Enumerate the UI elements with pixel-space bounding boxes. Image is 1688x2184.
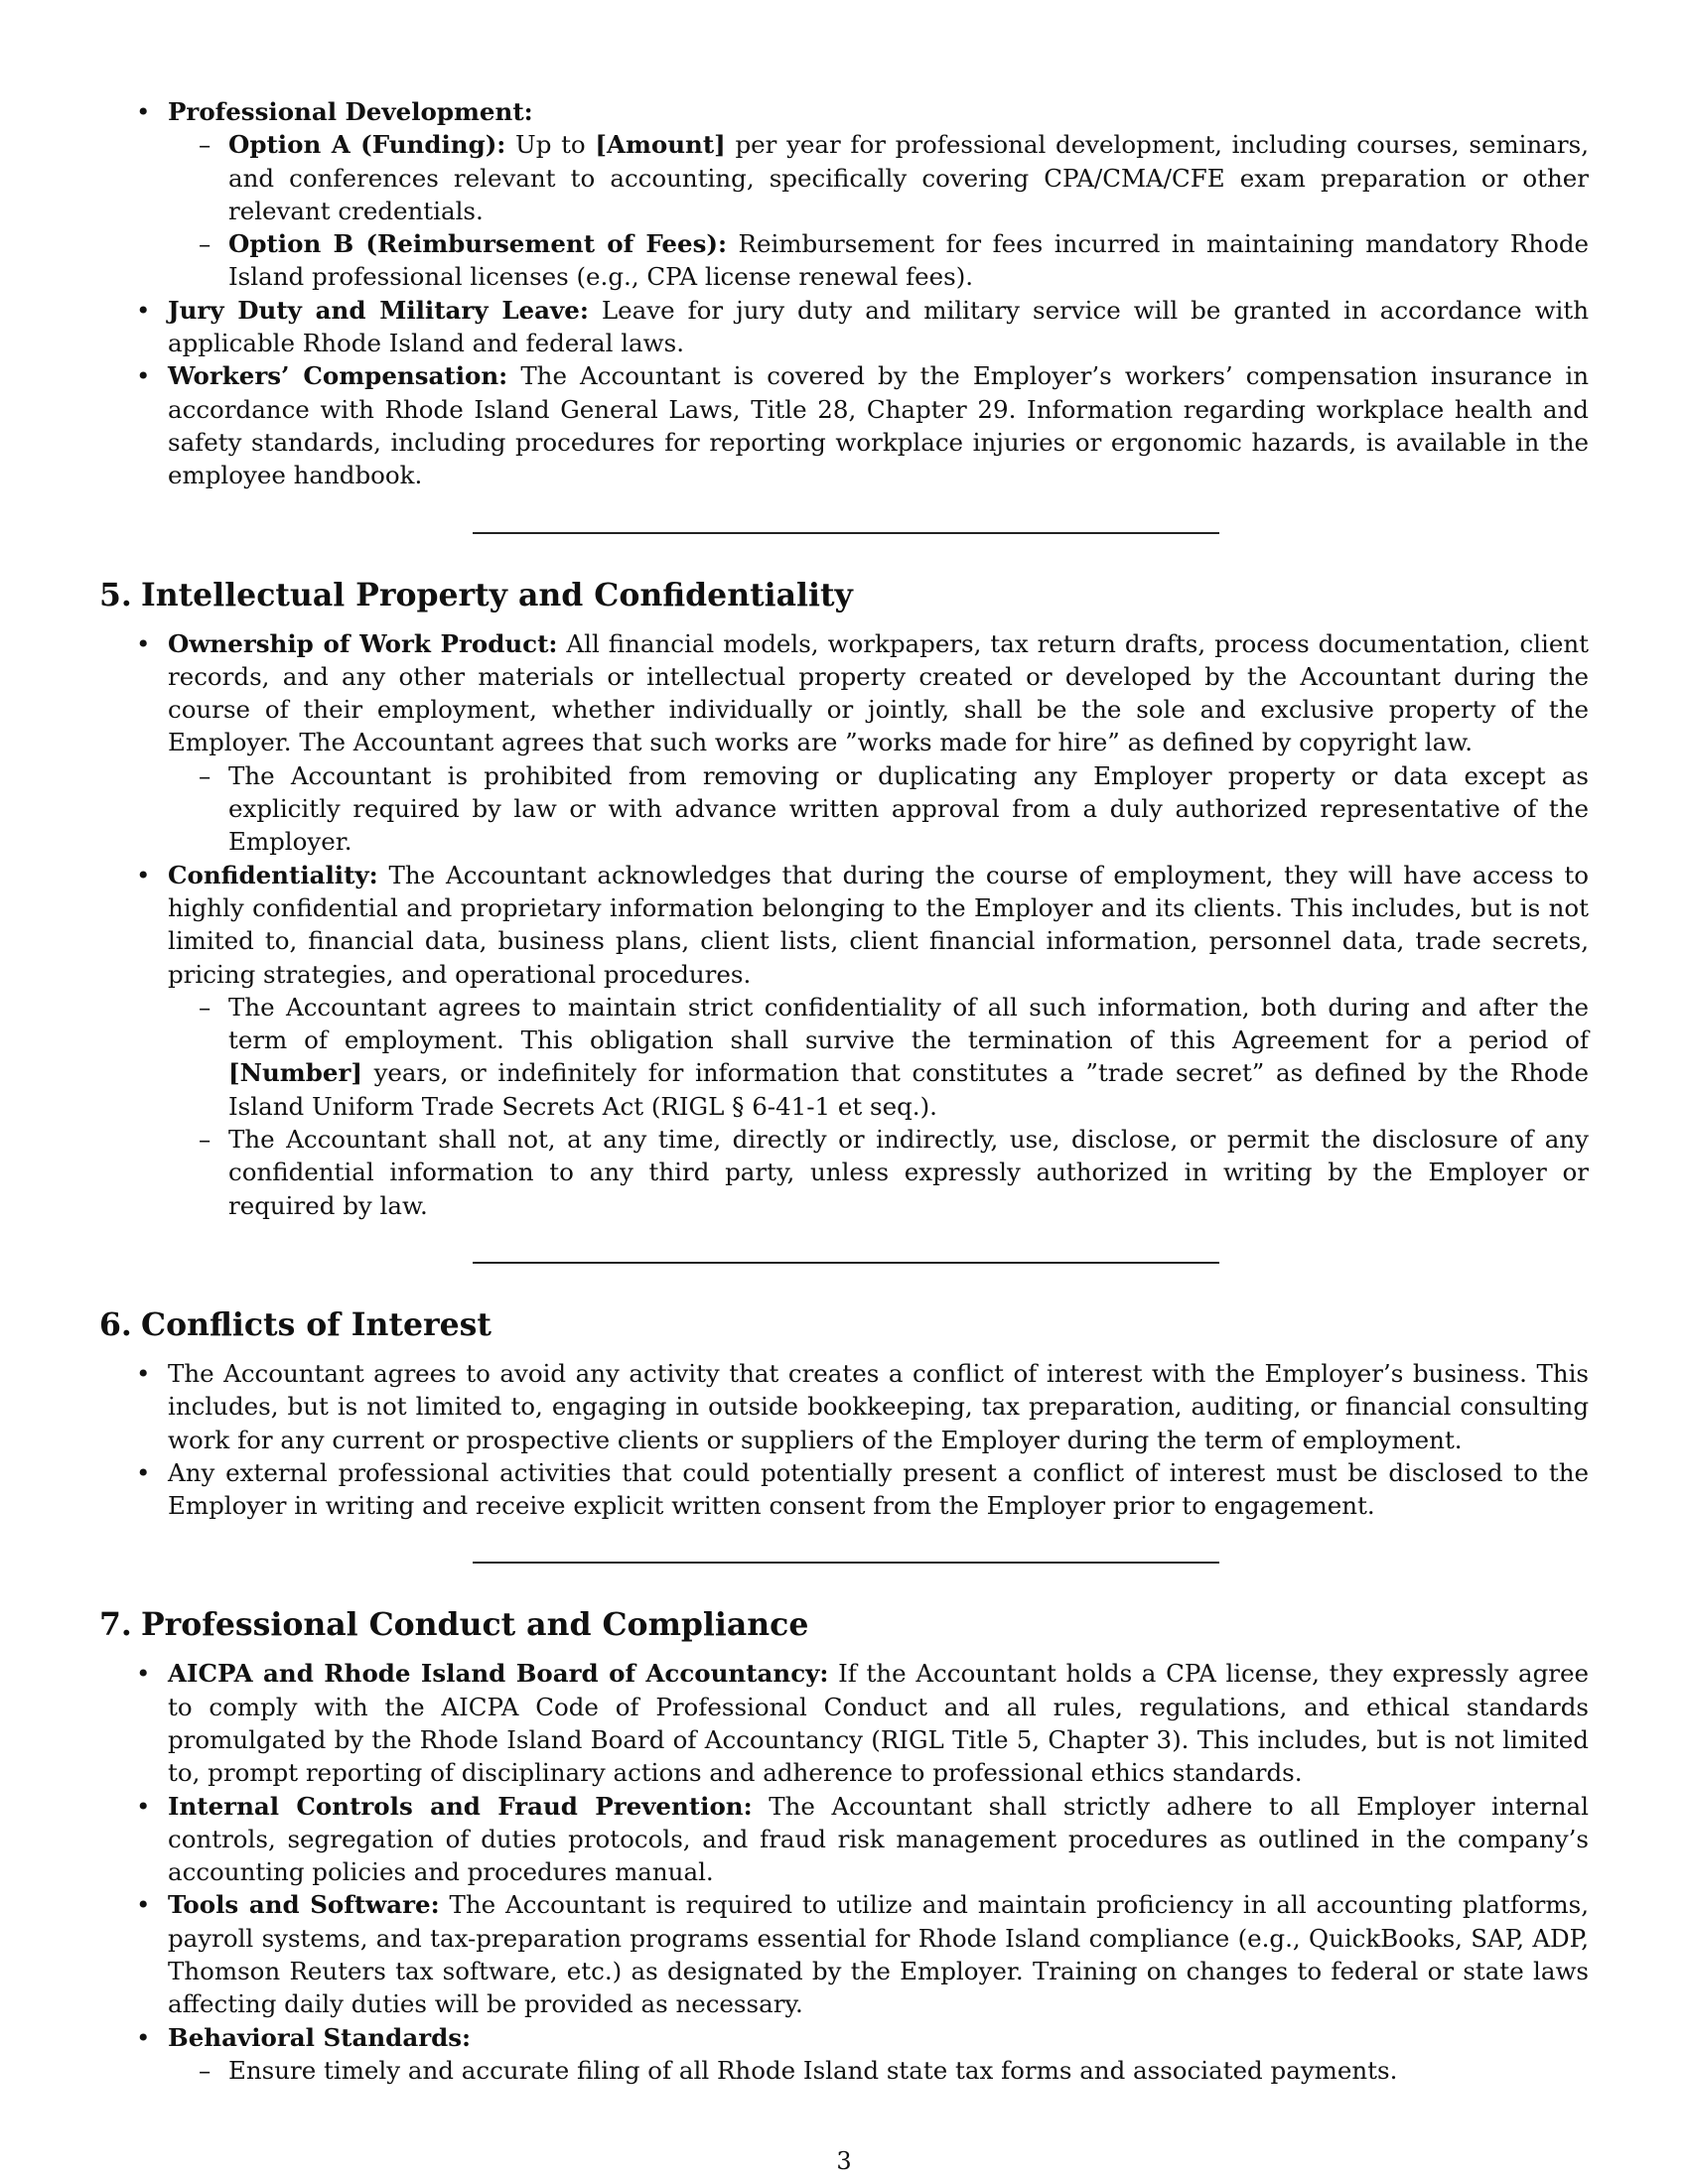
amount-placeholder: [Amount] [595, 130, 726, 160]
item-label: Internal Controls and Fraud Prevention: [168, 1791, 753, 1821]
sub-item: – Ensure timely and accurate filing of all Rhode Island state tax forms and associated payments. [168, 2054, 1589, 2087]
list-item-aicpa [99, 1657, 1589, 1789]
sub-item: – The Accountant is prohibited from removing or duplicating any Employer property or data except as explicitly required by law or with advance written approval from a duly authorized representative of the Employer. [168, 759, 1589, 859]
item-text: The Accountant is covered by the Employer’s workers’ compensation insurance in accordance with Rhode Island General Laws, Title 28, Chapter 29. Information regarding workplace health and safety standards, including procedures for reporting workplace injuries or ergonomic hazards, is available in the employee handbook. [168, 361, 1589, 490]
item-text: The Accountant shall strictly adhere to all Employer internal controls, segregation of duties protocols, and fraud risk management procedures as outlined in the company’s accounting policies and procedures manual. [168, 1791, 1590, 1887]
section-divider [473, 1562, 1219, 1564]
section-number: 6. [99, 1305, 132, 1343]
item-label: Option B (Reimbursement of Fees): [228, 229, 728, 259]
item-text: The Accountant acknowledges that during the course of employment, they will have access to highly confidential and proprietary information belonging to the Employer and its clients. This includes, but is not limited to, financial data, business plans, client lists, client financial information, personnel data, trade secrets, pricing strategies, and operational procedures. [168, 860, 1589, 989]
item-label: Professional Development: [168, 97, 533, 126]
list-item-jury-duty [99, 294, 1589, 360]
conduct-list [99, 1657, 1589, 2087]
item-text: The Accountant agrees to maintain strict confidentiality of all such information, both during and after the term of employment. This obligation shall survive the termination of this Agreement for a period of [228, 992, 1589, 1055]
item-label: Behavioral Standards: [168, 2022, 472, 2052]
list-item-professional-development [99, 95, 1589, 294]
item-text: per year for professional development, including courses, seminars, and conferences relevant to accounting, specifically covering CPA/CMA/CFE exam preparation or other relevant credentials. [228, 130, 1589, 225]
list-item-tools [99, 1888, 1589, 2020]
list-item-behavioral [99, 2021, 1589, 2088]
item-text: Up to [505, 130, 596, 160]
section-divider [473, 1262, 1219, 1264]
page-number: 3 [836, 2147, 852, 2175]
item-label: AICPA and Rhode Island Board of Accountancy: [168, 1659, 829, 1689]
item-text: Reimbursement for fees incurred in maintaining mandatory Rhode Island professional licenses (e.g., CPA license renewal fees). [228, 229, 1589, 292]
list-item-ownership [99, 627, 1589, 859]
section-title: Professional Conduct and Compliance [141, 1606, 809, 1644]
sub-item-option-a [168, 128, 1589, 227]
item-text: All financial models, workpapers, tax return drafts, process documentation, client records, and any other materials or intellectual property created or developed by the Accountant during the course of their employment, whether individually or jointly, shall be the sole and exclusive property of the Employer. The Accountant agrees that such works are ”works made for hire” as defined by copyright law. [168, 628, 1590, 757]
list-item: • The Accountant agrees to avoid any activity that creates a conflict of interest with the Employer’s business. This includes, but is not limited to, engaging in outside bookkeeping, tax preparation, auditing, or financial consulting work for any current or prospective clients or suppliers of the Employer during the term of employment. [99, 1357, 1589, 1456]
sub-list [168, 2054, 1589, 2087]
item-label: Tools and Software: [168, 1890, 440, 1920]
item-text: years, or indefinitely for information that constitutes a ”trade secret” as defined by the Rhode Island Uniform Trade Secrets Act (RIGL § 6-41-1 et seq.). [228, 1058, 1589, 1121]
list-item-internal-controls [99, 1790, 1589, 1889]
sub-list [168, 128, 1589, 293]
list-item-confidentiality [99, 859, 1589, 1222]
sub-item [168, 991, 1589, 1123]
item-text: The Accountant is required to utilize and maintain proficiency in all accounting platforms, payroll systems, and tax-preparation programs essential for Rhode Island compliance (e.g., QuickBooks, SAP, ADP, Thomson Reuters tax software, etc.) as designated by the Employer. Training on changes to federal or state laws affecting daily duties will be provided as necessary. [168, 1890, 1589, 2019]
section-heading-7 [99, 1605, 1589, 1645]
sub-list [168, 759, 1589, 859]
conflicts-list [99, 1357, 1589, 1522]
item-label: Workers’ Compensation: [168, 361, 508, 391]
section-number: 5. [99, 576, 132, 614]
section-title: Intellectual Property and Confidentiality [141, 576, 853, 614]
ip-list [99, 627, 1589, 1222]
section-heading-5 [99, 576, 1589, 615]
list-item-workers-comp [99, 359, 1589, 491]
section-title: Conflicts of Interest [141, 1305, 492, 1343]
sub-item: – The Accountant shall not, at any time, directly or indirectly, use, disclose, or permit the disclosure of any confidential information to any third party, unless expressly authorized in writing by the Employer or required by law. [168, 1123, 1589, 1222]
sub-list [168, 991, 1589, 1222]
list-item: • Any external professional activities that could potentially present a conflict of interest must be disclosed to the Employer in writing and receive explicit written consent from the Employer prior to engagement. [99, 1456, 1589, 1523]
item-label: Jury Duty and Military Leave: [168, 295, 589, 325]
item-label: Ownership of Work Product: [168, 628, 558, 658]
item-label: Confidentiality: [168, 860, 378, 889]
section-number: 7. [99, 1606, 132, 1644]
item-text: If the Accountant holds a CPA license, they expressly agree to comply with the AICPA Code of Professional Conduct and all rules, regulations, and ethical standards promulgated by the Rhode Island Board of Accountancy (RIGL Title 5, Chapter 3). This includes, but is not limited to, prompt reporting of disciplinary actions and adherence to professional ethics standards. [168, 1659, 1589, 1788]
sub-item-option-b [168, 227, 1589, 294]
item-text: Leave for jury duty and military service will be granted in accordance with applicable Rhode Island and federal laws. [168, 295, 1590, 358]
benefits-list [99, 95, 1589, 492]
section-heading-6 [99, 1305, 1589, 1345]
document-page [99, 95, 1589, 2087]
item-label: Option A (Funding): [228, 130, 506, 160]
section-divider [473, 532, 1219, 534]
number-placeholder: [Number] [228, 1058, 362, 1088]
